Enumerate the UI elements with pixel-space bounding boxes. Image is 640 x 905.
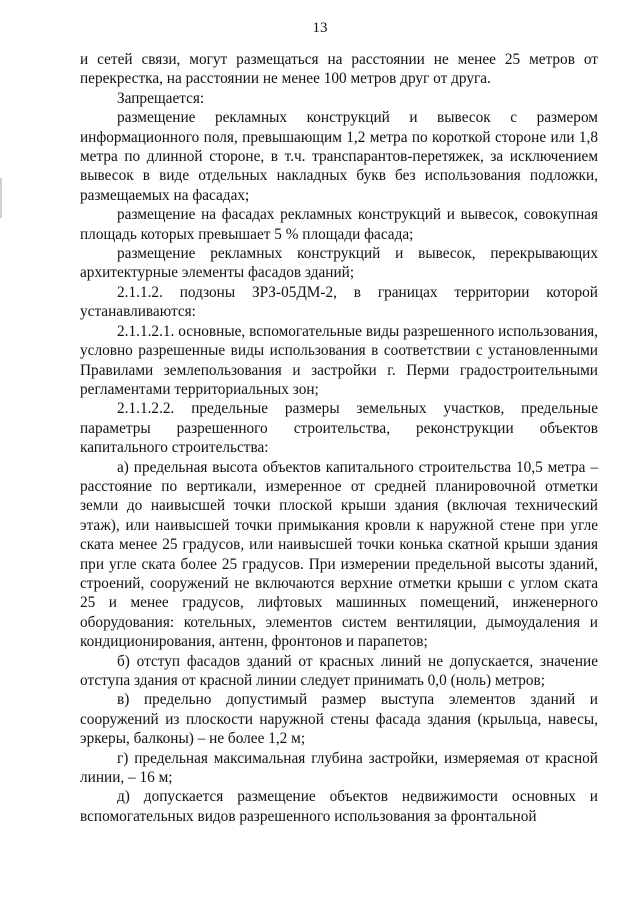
paragraph-12: г) предельная максимальная глубина застройки, измеряемая от красной линии, – 16 м;: [80, 749, 598, 787]
paragraph-5: размещение рекламных конструкций и вывесок, перекрывающих архитектурные элементы фасадов зданий;: [80, 245, 598, 282]
paragraph-4: размещение на фасадах рекламных конструкций и вывесок, совокупная площадь которых превышает 5 % площади фасада;: [80, 206, 598, 243]
paragraph-8: 2.1.1.2.2. предельные размеры земельных участков, предельные параметры разрешенного строительства, реконструкции объектов капитального строительства:: [80, 400, 598, 457]
paragraph-10: б) отступ фасадов зданий от красных линий не допускается, значение отступа здания от красной линии следует принимать 0,0 (ноль) метров;: [80, 652, 598, 689]
paragraph-1: и сетей связи, могут размещаться на расстоянии не менее 25 метров от перекрестка, на расстоянии не менее 100 метров друг от друга.: [80, 51, 598, 88]
paragraph-7: 2.1.1.2.1. основные, вспомогательные виды разрешенного использования, условно разрешенные виды использования в соответствии с установленными Правилами землепользования и застройки г. Перми градостроительными регламентами территориальных зон;: [80, 322, 598, 398]
paragraph-11: в) предельно допустимый размер выступа элементов зданий и сооружений из плоскости наружной стены фасада здания (крыльца, навесы, эркеры, балконы) – не более 1,2 м;: [80, 691, 598, 748]
paragraph-13: д) допускается размещение объектов недвижимости основных и вспомогательных видов разрешенного использования за фронтальной: [80, 788, 598, 825]
margin-mark: [0, 178, 2, 218]
document-body: [80, 50, 598, 826]
paragraph-3: размещение рекламных конструкций и вывесок с размером информационного поля, превышающим 1,2 метра по короткой стороне или 1,8 метра по длинной стороне, в т.ч. транспарантов-перетяжек, за исключением вывесок в виде отдельных накладных букв без использования подложки, размещаемых на фасадах;: [80, 109, 598, 204]
paragraph-9: а) предельная высота объектов капитального строительства 10,5 метра – расстояние по вертикали, измеренное от средней планировочной отметки земли до наивысшей точки плоской крыши здания (включая технический этаж), или наивысшей точки примыкания кровли к наружной стене при угле ската менее 25 градусов, или наивысшей точки конька скатной крыши здания при угле ската более 25 градусов. При измерении предельной высоты зданий, строений, сооружений не включаются верхние отметки крыши с углом ската 25 и менее градусов, лифтовых машинных помещений, инженерного оборудования: котельных, элементов систем вентиляции, дымоудаления и кондиционирования, антенн, фронтонов и парапетов;: [80, 458, 598, 651]
paragraph-2: Запрещается:: [117, 89, 205, 107]
paragraph-6: 2.1.1.2. подзоны ЗРЗ-05ДМ-2, в границах территории которой устанавливаются:: [80, 283, 598, 321]
page-number: 13: [312, 20, 328, 36]
